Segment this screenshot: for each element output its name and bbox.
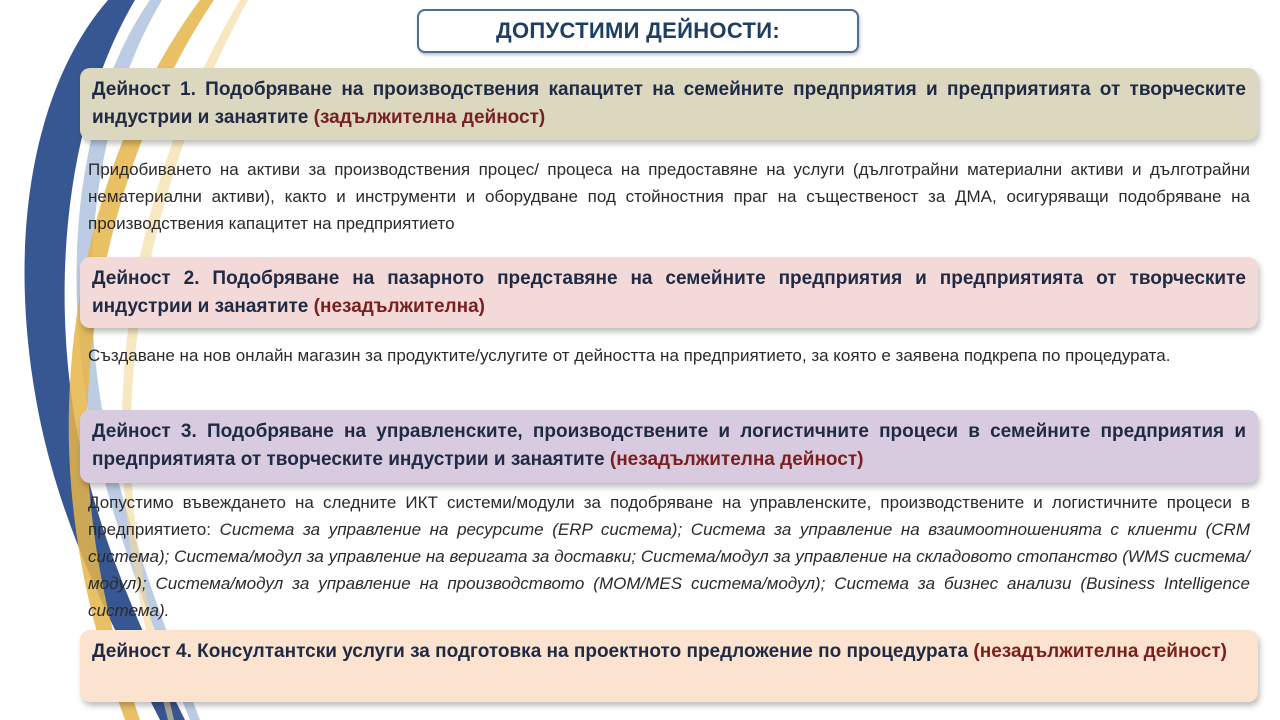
activity-4-tag: (незадължителна дейност) — [973, 641, 1228, 662]
page-title: ДОПУСТИМИ ДЕЙНОСТИ: — [417, 9, 859, 53]
activity-2-heading: Дейност 2. Подобряване на пазарното представяне на семейните предприятия и предприятията от творческите индустрии и занаятите — [92, 268, 1246, 317]
activity-3-description-list: Система за управление на ресурсите (ERP система); Система за управление на взаимоотношенията с клиенти (CRM система); Система/модул за управление на веригата за доставки; Система/модул за управление на складовото стопанство (WMS система/модул); Система/модул за управление на производството (MOM/MES система/модул); Система за бизнес анализи (Business Intelligence система). — [88, 520, 1250, 620]
activity-3-description-intro: Допустимо въвеждането на следните ИКТ системи/модули за подобряване на управленските, производствените и логистичните процеси в предприятието: — [88, 493, 1250, 539]
activity-1-description: Придобиването на активи за производствения процес/ процеса на предоставяне на услуги (дълготрайни материални активи и дълготрайни нематериални активи), както и инструменти и оборудване под стойностния праг на същественост за ДМА, осигуряващи подобряване на производствения капацитет на предприятието — [88, 160, 1250, 233]
activity-2-box — [80, 257, 1258, 328]
activity-1-tag: (задължителна дейност) — [313, 107, 546, 128]
activity-1-heading: Дейност 1. Подобряване на производствения капацитет на семейните предприятия и предприятията от творческите индустрии и занаятите — [92, 79, 1246, 128]
activity-3-box — [80, 410, 1258, 483]
activity-3-heading: Дейност 3. Подобряване на управленските, производствените и логистичните процеси в семейните предприятия и предприятията от творческите индустрии и занаятите — [92, 421, 1246, 470]
activity-4-box — [80, 630, 1258, 702]
activity-3-description — [88, 489, 1250, 624]
activity-4-heading: Дейност 4. Консултантски услуги за подготовка на проектното предложение по процедурата — [92, 641, 969, 662]
activity-2-description: Създаване на нов онлайн магазин за продуктите/услугите от дейността на предприятието, за която е заявена подкрепа по процедурата. — [88, 346, 1171, 365]
activity-3-tag: (незадължителна дейност) — [609, 449, 864, 470]
activity-2-tag: (незадължителна) — [313, 296, 485, 317]
activity-1-box — [80, 68, 1258, 140]
